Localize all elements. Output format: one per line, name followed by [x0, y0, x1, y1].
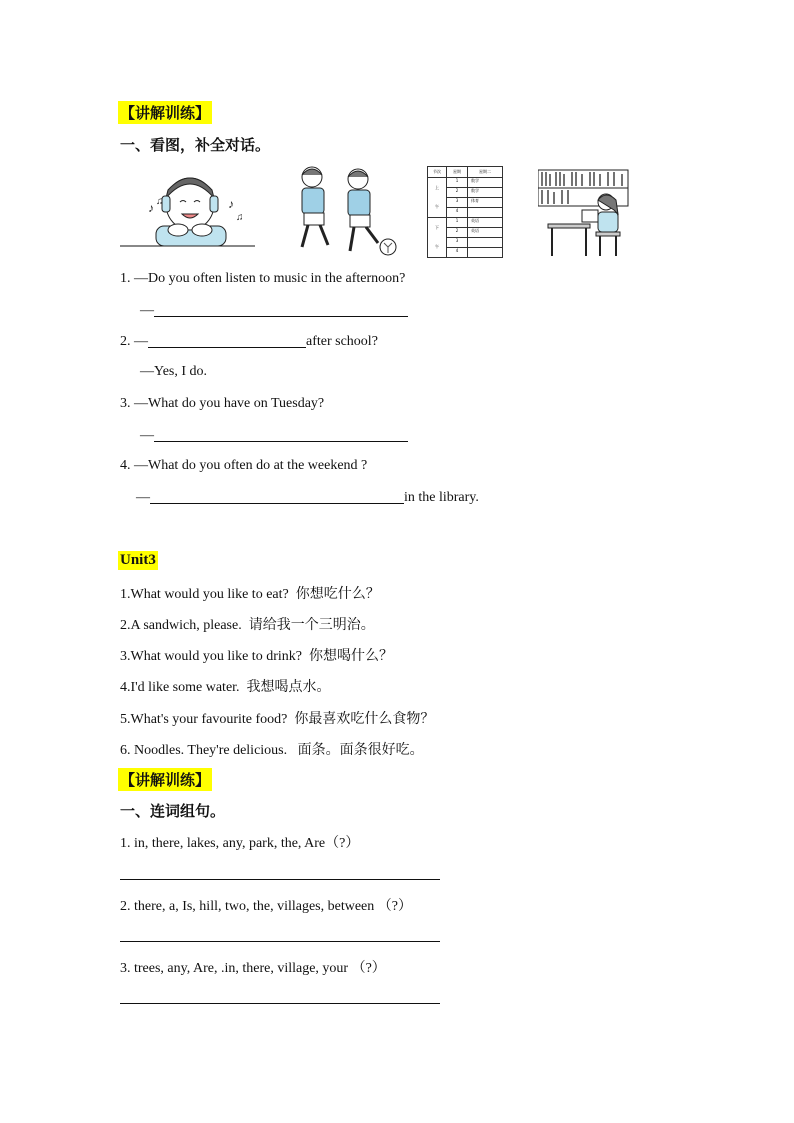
timetable-cell	[468, 208, 471, 217]
unit3-item-6	[120, 739, 424, 759]
unit3-item-cn: 面条。面条很好吃。	[297, 742, 424, 758]
section2-badge: 【讲解训练】	[118, 768, 212, 791]
unit3-item-cn: 我想喝点水。	[246, 679, 331, 695]
svg-text:♪: ♪	[228, 197, 234, 211]
q2-reply: —Yes, I do.	[140, 364, 208, 379]
section1-heading: 一、看图，补全对话。	[120, 136, 271, 154]
unit3-item-4	[120, 676, 331, 696]
timetable-cell: 3	[447, 238, 468, 247]
s2-q2-answer-line[interactable]	[120, 941, 440, 942]
svg-text:♪: ♪	[148, 201, 154, 215]
q4-answer-line	[136, 489, 479, 506]
timetable-header-weekday: 星期	[447, 167, 468, 177]
s2-q3-text: 3. trees, any, Are, .in, there, village, your （?）	[120, 961, 386, 976]
timetable-cell: 3	[447, 198, 468, 207]
svg-text:♫: ♫	[156, 196, 164, 207]
timetable	[427, 166, 503, 258]
section2-heading: 一、连词组句。	[120, 802, 226, 820]
timetable-header-section: 节次	[428, 167, 447, 177]
q2-line	[120, 333, 378, 350]
q2-suffix: after school?	[306, 334, 378, 349]
unit3-item-en: 5.What's your favourite food?	[120, 712, 288, 727]
q1-answer-blank[interactable]	[154, 302, 408, 317]
timetable-cell: 数学	[471, 178, 479, 183]
svg-text:♫: ♫	[236, 212, 244, 223]
q4-suffix: in the library.	[404, 490, 479, 505]
unit3-item-1	[120, 583, 380, 603]
timetable-afternoon-label-bottom: 午	[435, 244, 439, 250]
timetable-afternoon-label-top: 下	[435, 224, 439, 230]
unit3-item-cn: 你想喝什么？	[308, 648, 393, 664]
unit3-item-2	[120, 614, 375, 634]
timetable-header-tuesday: 星期二	[479, 169, 491, 174]
s2-q1-answer-line[interactable]	[120, 879, 440, 880]
timetable-morning-label-bottom: 午	[435, 204, 439, 210]
q1-answer-line	[140, 302, 408, 319]
unit3-item-5	[120, 708, 434, 728]
q3-answer-blank[interactable]	[154, 427, 408, 442]
unit3-item-en: 4.I'd like some water.	[120, 680, 240, 695]
timetable-cell	[468, 238, 471, 247]
timetable-cell	[468, 248, 471, 257]
timetable-morning-label-top: 上	[435, 184, 439, 190]
q3-text: 3. —What do you have on Tuesday?	[120, 396, 325, 411]
timetable-cell: 1	[447, 218, 468, 227]
q2-answer-blank[interactable]	[148, 333, 306, 348]
section1-badge: 【讲解训练】	[118, 101, 212, 124]
q2-prefix: 2. —	[120, 334, 148, 349]
s2-q2-text: 2. there, a, Is, hill, two, the, villages, between （?）	[120, 899, 412, 914]
girl-listening-music-icon	[120, 168, 260, 250]
q4-text: 4. —What do you often do at the weekend ?	[120, 458, 368, 473]
timetable-cell: 2	[447, 188, 468, 197]
unit3-badge: Unit3	[120, 552, 156, 568]
unit3-item-en: 1.What would you like to eat?	[120, 587, 289, 602]
q4-answer-prefix: —	[136, 490, 150, 505]
q3-answer-line	[140, 427, 408, 444]
girl-reading-library-icon	[538, 166, 630, 258]
s2-q1-text: 1. in, there, lakes, any, park, the, Are（?）	[120, 836, 360, 851]
unit3-item-cn: 请给我一个三明治。	[248, 617, 375, 633]
unit3-item-cn: 你想吃什么？	[295, 586, 380, 602]
unit3-item-cn: 你最喜欢吃什么食物？	[294, 711, 435, 727]
timetable-cell: 体育	[471, 198, 479, 203]
s2-q3-answer-line[interactable]	[120, 1003, 440, 1004]
q1-text: 1. —Do you often listen to music in the afternoon?	[120, 271, 406, 286]
timetable-cell: 数学	[471, 188, 479, 193]
timetable-cell: 英语	[471, 218, 479, 223]
timetable-cell: 英语	[471, 228, 479, 233]
unit3-item-en: 2.A sandwich, please.	[120, 618, 242, 633]
q4-answer-blank[interactable]	[150, 489, 404, 504]
unit3-item-3	[120, 645, 393, 665]
unit3-item-en: 6. Noodles. They're delicious.	[120, 743, 288, 758]
timetable-cell: 4	[447, 248, 468, 257]
timetable-cell: 2	[447, 228, 468, 237]
unit3-item-en: 3.What would you like to drink?	[120, 649, 302, 664]
q1-answer-prefix: —	[140, 303, 154, 318]
boys-playing-football-icon	[288, 163, 398, 259]
q3-answer-prefix: —	[140, 428, 154, 443]
timetable-cell: 4	[447, 208, 468, 217]
timetable-cell: 1	[447, 178, 468, 187]
